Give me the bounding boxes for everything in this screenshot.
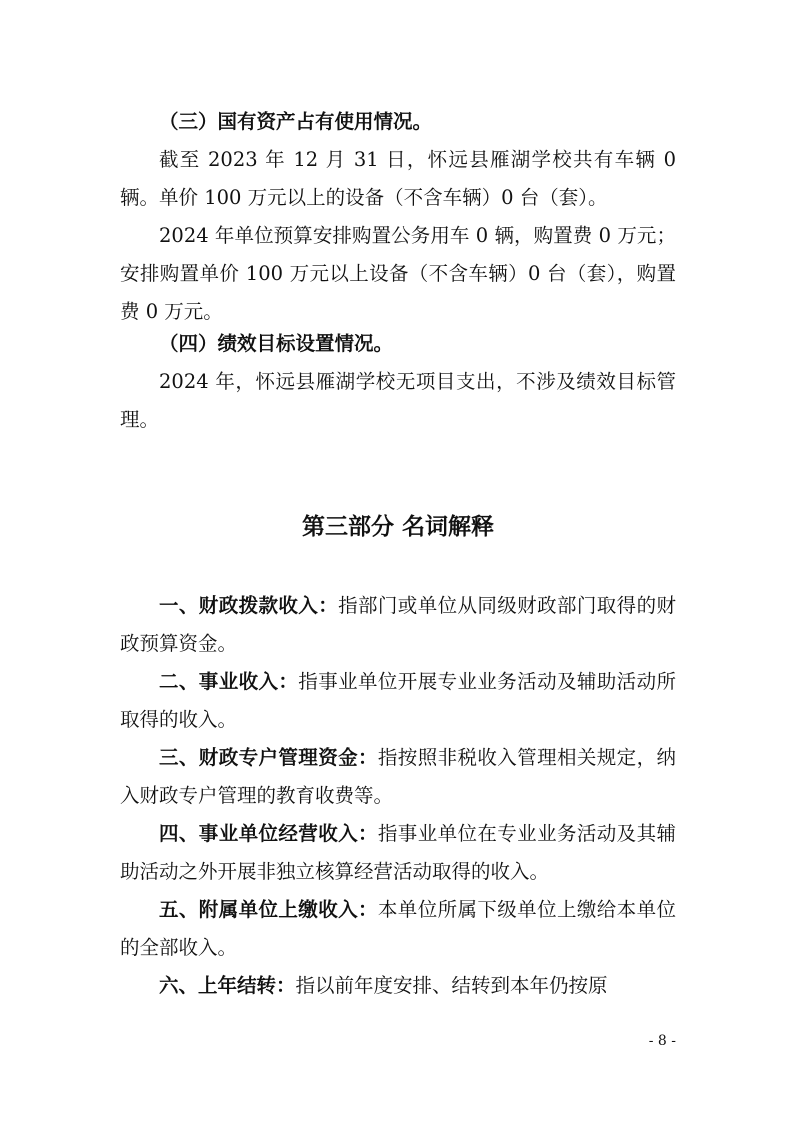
part-title: 第三部分 名词解释 — [301, 514, 494, 540]
term-label: 四、事业单位经营收入： — [159, 822, 378, 845]
term-item — [120, 739, 676, 815]
paragraph-performance: 2024 年，怀远县雁湖学校无项目支出，不涉及绩效目标管理。 — [120, 370, 676, 431]
term-definition: 指事业单位开展专业业务活动及辅助活动所取得的收入。 — [120, 670, 676, 731]
page-number: - 8 - — [648, 1033, 676, 1049]
section-heading-performance: （四）绩效目标设置情况。 — [159, 332, 394, 355]
term-item — [120, 891, 676, 967]
term-label: 五、附属单位上缴收入： — [159, 898, 378, 921]
term-definition: 指按照非税收入管理相关规定，纳入财政专户管理的教育收费等。 — [120, 746, 676, 807]
term-label: 一、财政拨款收入： — [159, 594, 339, 617]
term-item — [120, 967, 676, 1005]
term-item — [120, 815, 676, 891]
paragraph-vehicles: 截至 2023 年 12 月 31 日，怀远县雁湖学校共有车辆 0 辆。单价 100 万元以上的设备（不含车辆）0 台（套）。 — [120, 148, 676, 209]
term-label: 二、事业收入： — [159, 670, 299, 693]
paragraph-purchase-budget: 2024 年单位预算安排购置公务用车 0 辆，购置费 0 万元；安排购置单价 100 万元以上设备（不含车辆）0 台（套），购置费 0 万元。 — [120, 224, 676, 323]
term-definition: 本单位所属下级单位上缴给本单位的全部收入。 — [120, 898, 676, 959]
term-definition: 指部门或单位从同级财政部门取得的财政预算资金。 — [120, 594, 676, 655]
section-heading-state-assets: （三）国有资产占有使用情况。 — [159, 110, 433, 133]
term-definition: 指事业单位在专业业务活动及其辅助活动之外开展非独立核算经营活动取得的收入。 — [120, 822, 676, 883]
term-item — [120, 663, 676, 739]
term-definition: 指以前年度安排、结转到本年仍按原 — [295, 974, 608, 997]
term-label: 三、财政专户管理资金： — [159, 746, 378, 769]
term-label: 六、上年结转： — [159, 974, 296, 997]
term-item — [120, 587, 676, 663]
